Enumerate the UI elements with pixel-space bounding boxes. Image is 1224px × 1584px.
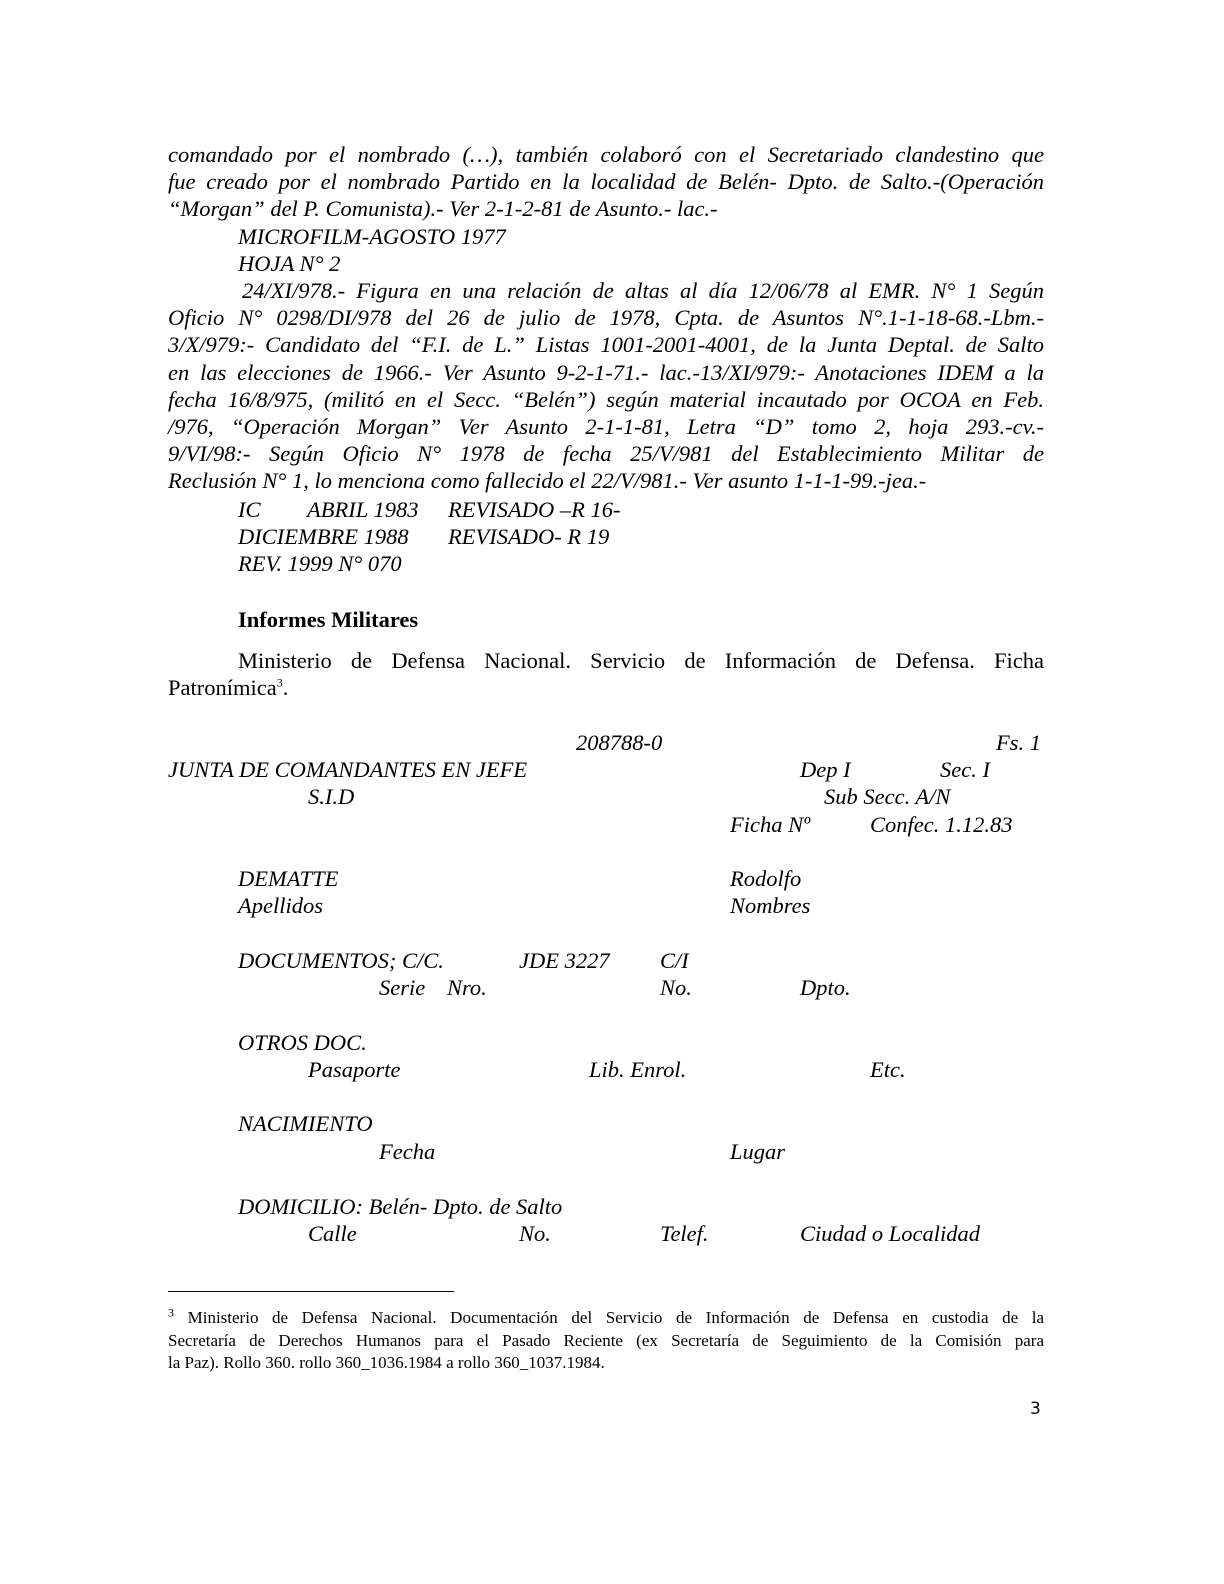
ficha-no-label: Ficha Nº: [730, 812, 811, 837]
paragraph-2: [168, 277, 1044, 495]
ministerio-line-2: [168, 674, 1044, 701]
ciudad-label: Ciudad o Localidad: [800, 1221, 981, 1246]
footnote-line: [168, 1307, 1044, 1330]
footnote-line: la Paz). Rollo 360. rollo 360_1036.1984 a rollo 360_1037.1984.: [168, 1353, 605, 1372]
serie-label: Serie: [379, 975, 426, 1000]
footnote-line-1-text: Ministerio de Defensa Nacional. Documentación del Servicio de Información de Defensa en custodia de la: [187, 1308, 1045, 1327]
page-number: 3: [1030, 1399, 1041, 1419]
nro-label: Nro.: [447, 975, 487, 1000]
ficha-sec: Sec. I: [940, 757, 990, 782]
domicilio-no-label: No.: [519, 1221, 551, 1246]
ministerio-period: .: [282, 675, 289, 701]
ministerio-line: Ministerio de Defensa Nacional. Servicio de Información de Defensa. Ficha: [238, 648, 1044, 673]
hoja-line: HOJA N° 2: [238, 251, 341, 276]
dpto-label: Dpto.: [800, 975, 851, 1000]
paragraph-1-line: “Morgan” del P. Comunista).- Ver 2-1-2-81 de Asunto.- lac.-: [168, 196, 718, 222]
paragraph-1: [168, 141, 1044, 223]
nombre-value: Rodolfo: [730, 866, 802, 891]
paragraph-2-line: 9/VI/98:- Según Oficio N° 1978 de fecha 25/V/981 del Establecimiento Militar de: [168, 441, 1044, 467]
paragraph-1-line: comandado por el nombrado (…), también colaboró con el Secretariado clandestino que: [168, 142, 1044, 167]
ficha-dep: Dep I: [800, 757, 851, 782]
paragraph-2-line: fecha 16/8/975, (militó en el Secc. “Belén”) según material incautado por OCOA en Feb.: [168, 386, 1044, 412]
domicilio-line: DOMICILIO: Belén- Dpto. de Salto: [238, 1194, 563, 1219]
paragraph-2-line: 3/X/979:- Candidato del “F.I. de L.” Listas 1001-2001-4001, de la Junta Deptal. de Salto: [168, 332, 1044, 358]
section-heading: Informes Militares: [238, 607, 419, 632]
no-label: No.: [660, 975, 692, 1000]
paragraph-2-line: /976, “Operación Morgan” Ver Asunto 2-1-1-81, Letra “D” tomo 2, hoja 293.-cv.-: [168, 414, 1044, 440]
telef-label: Telef.: [660, 1221, 709, 1246]
lugar-label: Lugar: [730, 1139, 786, 1164]
revision-diciembre: DICIEMBRE 1988: [238, 524, 409, 549]
footnote-separator: [168, 1291, 454, 1292]
footnote: [168, 1307, 1044, 1375]
ficha-fs: Fs. 1: [996, 730, 1041, 755]
apellido-value: DEMATTE: [238, 866, 339, 891]
ministerio-paragraph: [168, 647, 1044, 701]
etc-label: Etc.: [870, 1057, 906, 1082]
paragraph-2-line: 24/XI/978.- Figura en una relación de altas al día 12/06/78 al EMR. N° 1 Según: [242, 278, 1044, 303]
paragraph-2-line: Oficio N° 0298/DI/978 del 26 de julio de 1978, Cpta. de Asuntos N°.1-1-18-68.-Lbm.-: [168, 305, 1044, 331]
nacimiento-label: NACIMIENTO: [238, 1111, 373, 1136]
footnote-number: 3: [168, 1305, 174, 1320]
revision-1999: REV. 1999 N° 070: [238, 551, 402, 576]
lib-enrol-label: Lib. Enrol.: [589, 1057, 687, 1082]
revision-abril: ABRIL 1983: [307, 497, 419, 522]
footnote-line: Secretaría de Derechos Humanos para el Pasado Reciente (ex Secretaría de Seguimiento de la Comisión para: [168, 1330, 1044, 1350]
apellidos-label: Apellidos: [238, 893, 323, 918]
ci-label: C/I: [660, 948, 689, 973]
revision-ic: IC: [238, 497, 261, 522]
ministerio-patronimica: Patronímica: [168, 675, 277, 701]
jde-value: JDE 3227: [519, 948, 610, 973]
nombres-label: Nombres: [730, 893, 811, 918]
ficha-numero: 208788-0: [576, 730, 663, 755]
otros-doc-label: OTROS DOC.: [238, 1030, 367, 1055]
paragraph-2-line: Reclusión N° 1, lo menciona como fallecido el 22/V/981.- Ver asunto 1-1-1-99.-jea.-: [168, 468, 927, 494]
ficha-sid: S.I.D: [308, 784, 355, 809]
revision-r19: REVISADO- R 19: [448, 524, 610, 549]
paragraph-2-line: en las elecciones de 1966.- Ver Asunto 9-2-1-71.- lac.-13/XI/979:- Anotaciones IDEM a la: [168, 359, 1044, 385]
documentos-label: DOCUMENTOS; C/C.: [238, 948, 444, 973]
fecha-label: Fecha: [379, 1139, 436, 1164]
pasaporte-label: Pasaporte: [308, 1057, 401, 1082]
paragraph-1-line: fue creado por el nombrado Partido en la localidad de Belén- Dpto. de Salto.-(Operación: [168, 169, 1044, 195]
ficha-confec: Confec. 1.12.83: [870, 812, 1013, 837]
calle-label: Calle: [308, 1221, 357, 1246]
revision-r16: REVISADO –R 16-: [448, 497, 621, 522]
ficha-junta: JUNTA DE COMANDANTES EN JEFE: [168, 757, 528, 782]
ficha-subsecc: Sub Secc. A/N: [824, 784, 951, 809]
microfilm-line: MICROFILM-AGOSTO 1977: [238, 224, 506, 249]
footnote-ref: 3: [276, 675, 283, 690]
